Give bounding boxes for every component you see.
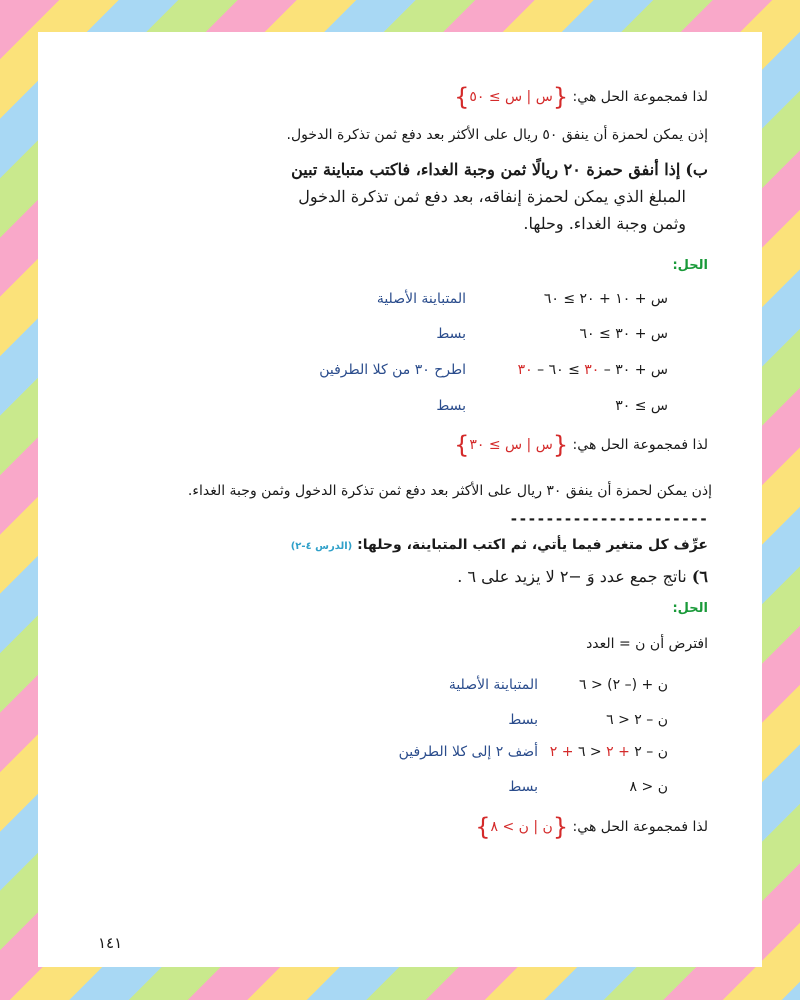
step-b2-note: بسط (436, 326, 466, 342)
step-63-part1: ن – ٢ (629, 744, 668, 760)
step-b3-red1: ٣٠ (584, 362, 600, 378)
set-close-brace: } (454, 431, 470, 459)
instruction-text: عرِّف كل متغير فيما يأتي، ثم اكتب المتباينة، وحلها: (352, 537, 708, 553)
set-body: س | س ≥ ٥٠ (469, 89, 553, 105)
question-b-label: ب) (685, 160, 708, 179)
solution-label-b: الحل: (672, 258, 708, 273)
step-61-note: المتباينة الأصلية (448, 677, 538, 693)
question-b-text1: إذا أنفق حمزة ٢٠ ريالًا ثمن وجبة الغداء، فاكتب متباينة تبين (291, 160, 681, 179)
step-b1-equation: س + ١٠ + ٢٠ ≥ ٦٠ (543, 291, 668, 307)
set-open-brace: { (552, 813, 569, 841)
step-63-part2: < ٦ (573, 744, 607, 760)
worksheet-page (38, 32, 762, 967)
step-62-note: بسط (508, 712, 538, 728)
step-b3-equation (518, 359, 668, 381)
step-64-note: بسط (508, 779, 538, 795)
solution-set-b (454, 431, 708, 459)
step-63-red1: + ٢ (606, 744, 630, 760)
question-b-line3: وثمن وجبة الغداء. وحلها. (523, 214, 686, 233)
step-63-note: أضف ٢ إلى كلا الطرفين (398, 744, 538, 760)
assumption-6: افترض أن ن = العدد (586, 636, 708, 652)
page-number: ١٤١ (98, 934, 123, 952)
solution-set-6 (475, 813, 708, 841)
set-close-brace: } (454, 83, 470, 111)
solution-label-6: الحل: (672, 601, 708, 616)
step-b2-equation: س + ٣٠ ≥ ٦٠ (579, 326, 668, 342)
separator-line: ---------------------- (509, 510, 708, 528)
set-open-brace: { (552, 83, 569, 111)
step-61-equation: ن + (– ٢) < ٦ (579, 677, 668, 693)
step-b4-note: بسط (436, 398, 466, 414)
question-b-line2: المبلغ الذي يمكن لحمزة إنفاقه، بعد دفع ثمن تذكرة الدخول (298, 187, 686, 206)
problem-6 (457, 566, 708, 588)
solution-set-prefix: لذا فمجموعة الحل هي: (568, 819, 708, 835)
section-instruction (291, 534, 708, 558)
step-b3-note: اطرح ٣٠ من كلا الطرفين (319, 362, 466, 378)
step-64-equation: ن < ٨ (629, 779, 668, 795)
step-62-equation: ن – ٢ < ٦ (606, 712, 668, 728)
set-close-brace: } (475, 813, 491, 841)
question-b (228, 156, 708, 237)
step-b1-note: المتباينة الأصلية (376, 291, 466, 307)
step-b4-equation: س ≥ ٣٠ (615, 398, 668, 414)
step-b3-part1: س + ٣٠ – (599, 362, 668, 378)
solution-set-prefix: لذا فمجموعة الحل هي: (568, 437, 708, 453)
solution-set-a (454, 83, 708, 111)
problem-6-text: ناتج جمع عدد وَ −٢ لا يزيد على ٦ . (457, 567, 692, 586)
step-63-equation (550, 741, 668, 763)
question-b-line1 (228, 156, 708, 183)
set-open-brace: { (552, 431, 569, 459)
problem-6-number: ٦) (691, 567, 708, 586)
step-b3-red2: ٣٠ (517, 362, 533, 378)
lesson-reference: (الدرس ٤-٢) (290, 541, 353, 552)
conclusion-a: إذن يمكن لحمزة أن ينفق ٥٠ ريال على الأكثر بعد دفع ثمن تذكرة الدخول. (286, 127, 708, 143)
step-63-red2: + ٢ (549, 744, 574, 760)
conclusion-b: إذن يمكن لحمزة أن ينفق ٣٠ ريال على الأكثر بعد دفع ثمن تذكرة الدخول وثمن وجبة الغداء. (187, 483, 712, 499)
set-body: ن | ن > ٨ (490, 819, 553, 835)
set-body: س | س ≥ ٣٠ (469, 437, 553, 453)
step-b3-part2: ≥ ٦٠ – (532, 362, 585, 378)
solution-set-prefix: لذا فمجموعة الحل هي: (568, 89, 708, 105)
